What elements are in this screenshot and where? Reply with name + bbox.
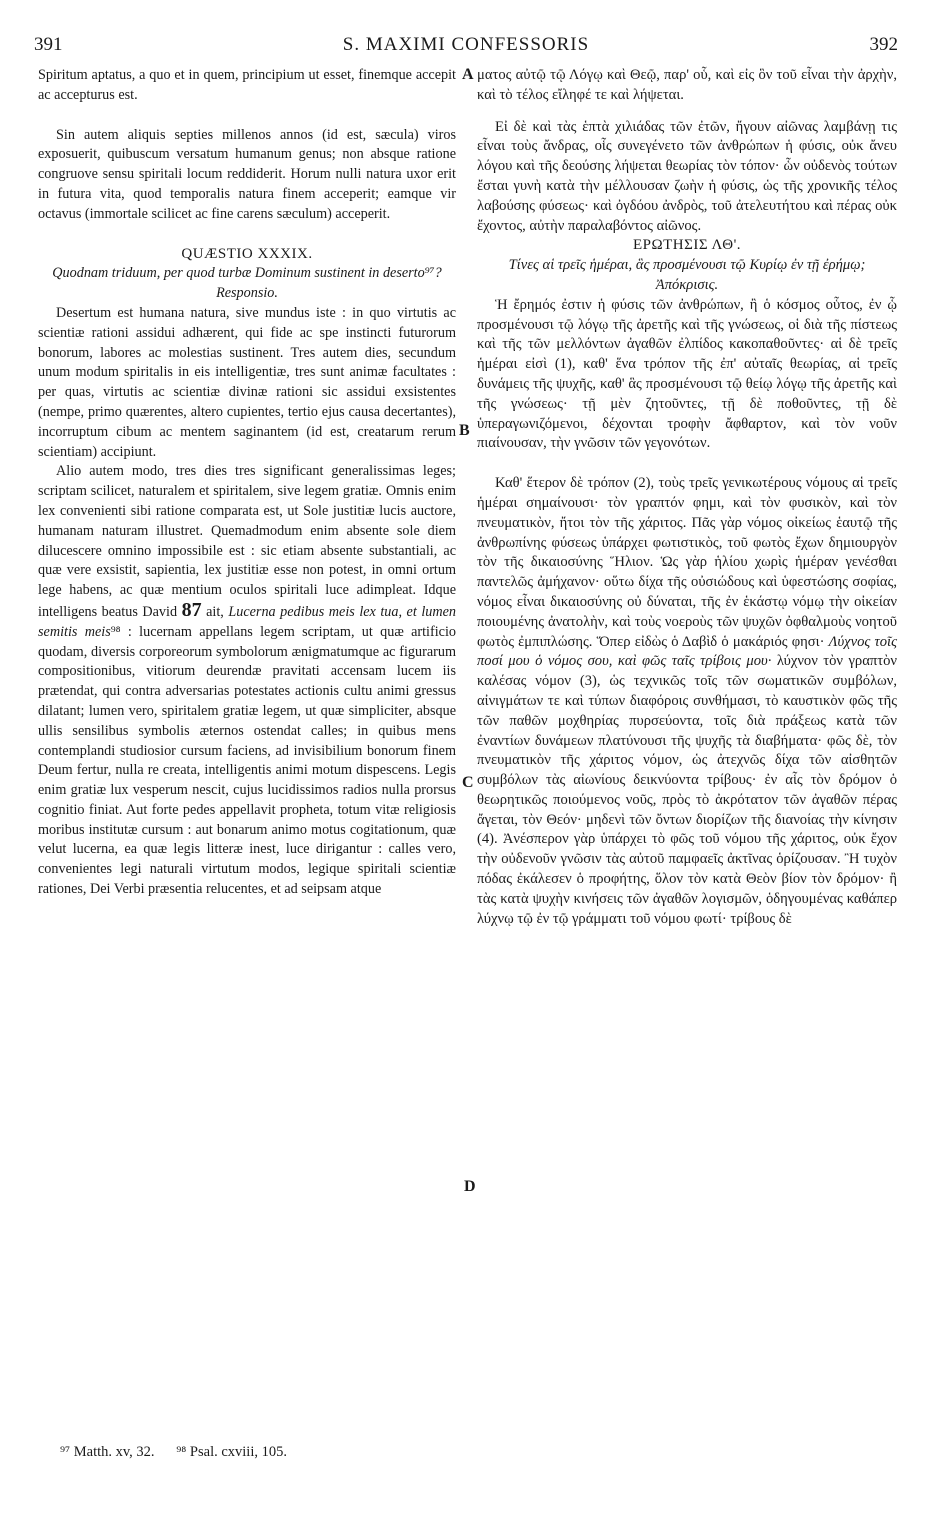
greek-paragraph-2: Εἰ δὲ καὶ τὰς ἑπτὰ χιλιάδας τῶν ἐτῶν, ἤγουν αἰῶνας λαμβάνῃ τις εἶναι τοὺς ἄνδρας, οἷς συνεγένετο τῶν ἀνθρώπων ἡ φύσις, οὐκ ἄνευ λόγου καὶ τῆς δεούσης λήψεται θεωρίας τὸν τόπον· ὧν οὐδενὸς τούτων ἔσται γυνὴ κατὰ τὴν μέλλουσαν ζωὴν ἡ φύσις, ὡς τῆς χρονικῆς τέλος λαβούσης φύσεως· καὶ ὀγδόου ἀνδρὸς, τοῦ ἀτελευτήτου καὶ πέρας οὐκ ἔχοντος, αὐτὴν παραλαβόντος αἰῶνος. bbox=[477, 118, 897, 234]
latin-paragraph-3: Desertum est humana natura, sive mundus iste : in quo virtutis ac scientiæ rationi assidui adhærent, qui fide ac spe instincti futurorum bonorum, labores ac molestias sustinent. Tres autem dies, secundum unum modum spiritalis in eis intelligentiæ, tres sunt animæ facultates : per quas, virtutis ac scientiæ divinæ rationi sic assidui exsistentes (nempe, primo quærentes, altero cupientes, tertio ejus causa decertantes), incorruptum cibum ac mentem saginantem (id est, creatarum rerum scientiam) accipiunt. bbox=[38, 304, 456, 460]
footnotes bbox=[60, 1444, 305, 1461]
greek-p4c: λύχνον τὸν γραπτὸν καλέσας νόμον (3), ὡς τεχνικῶς τοῖς τῶν σωματικῶν συμβόλων, αἰνιγμάτων τε καὶ τύπων διαφόροις συνθήμασι, τὸ καυστικὸν φῶς τῆς τῶν παθῶν μοχθηρίας πυρσεύοντα, τοῖς διὰ πράξεως κατὰ τῶν ἐναντίων δυνάμεων πλατύνουσι τῆς ψυχῆς τὰ διαβήματα· φῶς δὲ, τὸν πνευματικὸν τῆς χάριτος νόμον, ὡς ἀτεχνῶς δίχα τῶν αἰσθητῶν συμβόλων τὰς αἰωνίους δεικνύοντα τρίβους· ἐν αἷς τὸν δρόμον ὁ θεωρητικῶς ποιούμενος νοῦς, πρὸς τὸ ἀκρότατον τῶν ἀγαθῶν πέρας ἄγεται, τὸν Θεόν· μηδενὶ τῶν ὄντων διορίζων τῆς διανοίας τὴν κίνησιν (4). Ἀνέσπερον γὰρ ὑπάρχει τὸ φῶς τοῦ νόμου τῆς χάριτος, οὐκ ἔχον τὴν οὐδενοῦν γνῶσιν τὰς αὐτοῦ παμφαεῖς ἀκτῖνας ὁρίζουσαν. Ἢ τυχὸν πόδας ἐκάλεσεν ὁ προφήτης, ὅλον τὸν κατὰ Θεὸν βίον τὸν δρόμον· ἢ τὰς κατὰ ψυχὴν κινήσεις τῶν ἀγαθῶν λογισμῶν, ὁδηγουμένας καθάπερ λύχνῳ τῷ ἐν τῷ γράμματι τοῦ νόμου φωτί· τρίβους δὲ bbox=[477, 653, 897, 927]
latin-paragraph-1: Spiritum aptatus, a quo et in quem, principium ut esset, finemque accepit ac accepturus est. bbox=[38, 67, 456, 103]
latin-p4b: ait, bbox=[206, 603, 224, 620]
greek-paragraph-3: Ἡ ἔρημός ἐστιν ἡ φύσις τῶν ἀνθρώπων, ἢ ὁ κόσμος οὗτος, ἐν ᾧ προσμένουσι τῷ λόγῳ τῆς ἀρετῆς καὶ τῆς γνώσεως, οἱ διὰ τῆς πίστεως καὶ τῆς τῶν μελλόντων ἀγαθῶν ἐλπίδος κακοπαθοῦντες· αἱ δὲ τρεῖς ἡμέραι εἰσὶ (1), καθ' ἕνα τρόπον τῆς ἐπ' αὐταῖς θεωρίας, αἱ τρεῖς δυνάμεις τῆς ψυχῆς, καθ' ἃς προσμένουσι τῷ θείῳ λόγῳ τῆς ἀρετῆς καὶ τῆς γνώσεως· τῇ μὲν ζητοῦντες, τῇ δὲ ποθοῦντες, τῇ δὲ ὑπεραγωνιζόμενοι, δέχονται τροφὴν ἄφθαρτον, καὶ τὸν νοῦν πιαίνουσαν, τὴν γνῶσιν τῶν γεγονότων. bbox=[477, 296, 897, 452]
latin-question-subtitle: Quodnam triduum, per quod turbæ Dominum sustinent in deserto⁹⁷? bbox=[52, 265, 442, 282]
footnote-97: ⁹⁷ Matth. xv, 32. bbox=[60, 1444, 155, 1460]
latin-question-title: QUÆSTIO XXXIX. bbox=[181, 245, 313, 262]
greek-question-title: ΕΡΩΤΗΣΙΣ ΛΘ'. bbox=[632, 237, 742, 254]
footnote-98: ⁹⁸ Psal. cxviii, 105. bbox=[176, 1444, 287, 1460]
latin-column bbox=[38, 66, 456, 900]
margin-letter-c: C bbox=[462, 774, 474, 791]
column-number: 87 bbox=[181, 598, 202, 621]
greek-p4a: Καθ' ἕτερον δὲ τρόπον (2), τοὺς τρεῖς γενικωτέρους νόμους αἱ τρεῖς ἡμέραι σημαίνουσι· τὸν γραπτόν φημι, καὶ τὸν φυσικὸν, καὶ τὸν πνευματικὸν, ἤτοι τὸν τῆς χάριτος. Πᾶς γὰρ νόμος οἰκείως ἑαυτῷ τῆς ἀνθρωπίνης φύσεως ὑπάρχει φωτιστικὸς, τοῦ φωτὸς ἔχων δημιουργὸν τὸν τῆς δικαιοσύνης Ἥλιον. Ὡς γὰρ ἡλίου χωρὶς ἡμέραν γενέσθαι παντελῶς ἀμήχανον· οὕτω δίχα τῆς οὐσιώδους καὶ ὑφεστώσης σοφίας, νόμος εἶναι δικαιοσύνης οὐ δύναται, τῆς ἐν ἑκάστῳ νόμῳ τὴν οἰκείαν ποιουμένης ἀνατολὴν, καὶ τοὺς νοεροὺς τῶν ψυχῶν ὀφθαλμοὺς νοητοῦ φωτὸς ἐμπιπλώσης. Ὅπερ εἰδὼς ὁ Δαβὶδ ὁ μακάριός φησι· bbox=[477, 475, 897, 650]
greek-paragraph-1: ματος αὐτῷ τῷ Λόγῳ καὶ Θεῷ, παρ' οὗ, καὶ εἰς ὃν τοῦ εἶναι τὴν ἀρχὴν, καὶ τὸ τέλος εἴληφέ τε καὶ λήψεται. bbox=[477, 67, 897, 103]
margin-letter-a: A bbox=[462, 66, 474, 83]
greek-question-subtitle: Τίνες αἱ τρεῖς ἡμέραι, ἃς προσμένουσι τῷ Κυρίῳ ἐν τῇ ἐρήμῳ; bbox=[508, 257, 866, 274]
latin-p4a: Alio autem modo, tres dies tres significant generalissimas leges; scriptam scilicet, naturalem et spiritalem, sive legem gratiæ. Omnis enim lex convenienti sibi ratione comparata est, ut Sole justitiæ lucis auctore, humanam naturam illustret. Quemadmodum enim absente sole diem dilucescere omnino impossibile est : sic etiam absente substantiali, ac quæ vere exsistit, sapientia, lex justitiæ esse non potest, in omni ortum lege habens, ac quæ mentium oculos spiritali luce adimpleat. Idque intelligens beatus David bbox=[38, 463, 456, 620]
greek-quotation: Λύχνος τοῖς ποσί μου ὁ νόμος σου, καὶ φῶς ταῖς τρίβοις μου· bbox=[477, 633, 898, 670]
running-header bbox=[34, 34, 898, 58]
margin-letter-b: B bbox=[459, 422, 470, 439]
greek-response-heading: Ἀπόκρισις. bbox=[655, 276, 719, 293]
greek-column bbox=[477, 66, 897, 929]
latin-p4d: ⁹⁸ : lucernam appellans legem scriptam, ut quæ artificio quodam, diversis corporeorum symbolorum ænigmatumque ac figurarum compositionibus, vitiorum deurendæ pravitati accensam lucem iis prætendat, qui contra adversarias potestates actionis cultu animi gressus dilatant; lumen vero, spiritalem gratiæ legem, ut quæ simpliciter, absque ullis sensilibus symbolis æternos ostendat calles; in quibus mens contemplandi studiosior cursum faciens, ad invisibilium bonorum finem Deum fertur, nulla re creata, intelligentis animi motum dispescens. Legis enim gratiæ lux vesperum nescit, cujus lucidissimos radios nulla prorsus cognitio finiat. Aut forte pedes appellavit propheta, totum vitæ religiosis moribus institutæ cursum : aut bonarum animo motus cogitationum, quæ velut lucerna, ea quæ legis litteræ inest, luce dirigantur : calles vero, convenientes legi naturali virtutum modos, legique spiritali scientiæ rationes, Dei Verbi præsentia relucentes, et ad seipsam atque bbox=[38, 623, 456, 898]
latin-paragraph-2: Sin autem aliquis septies millenos annos (id est, sæcula) viros exposuerit, quibuscum versatum humanum genus; non absque ratione congruove sensu spiritali locum reddiderit. Horum nulli natura uxor erit in futura vita, quod temporalis natura finem acceperit; eamque vir octavus (immortale scilicet ac fine carens sæculum) acceperit. bbox=[38, 126, 456, 222]
page-number-right: 392 bbox=[869, 34, 898, 55]
latin-quotation: Lucerna pedibus meis lex tua, et lumen semitis meis bbox=[38, 603, 456, 640]
latin-response-heading: Responsio. bbox=[216, 285, 278, 302]
greek-paragraph-4 bbox=[477, 474, 897, 929]
page-number-left: 391 bbox=[34, 34, 63, 55]
margin-letter-d: D bbox=[464, 1178, 476, 1195]
running-title: S. MAXIMI CONFESSORIS bbox=[342, 34, 590, 55]
latin-paragraph-4 bbox=[38, 462, 456, 900]
